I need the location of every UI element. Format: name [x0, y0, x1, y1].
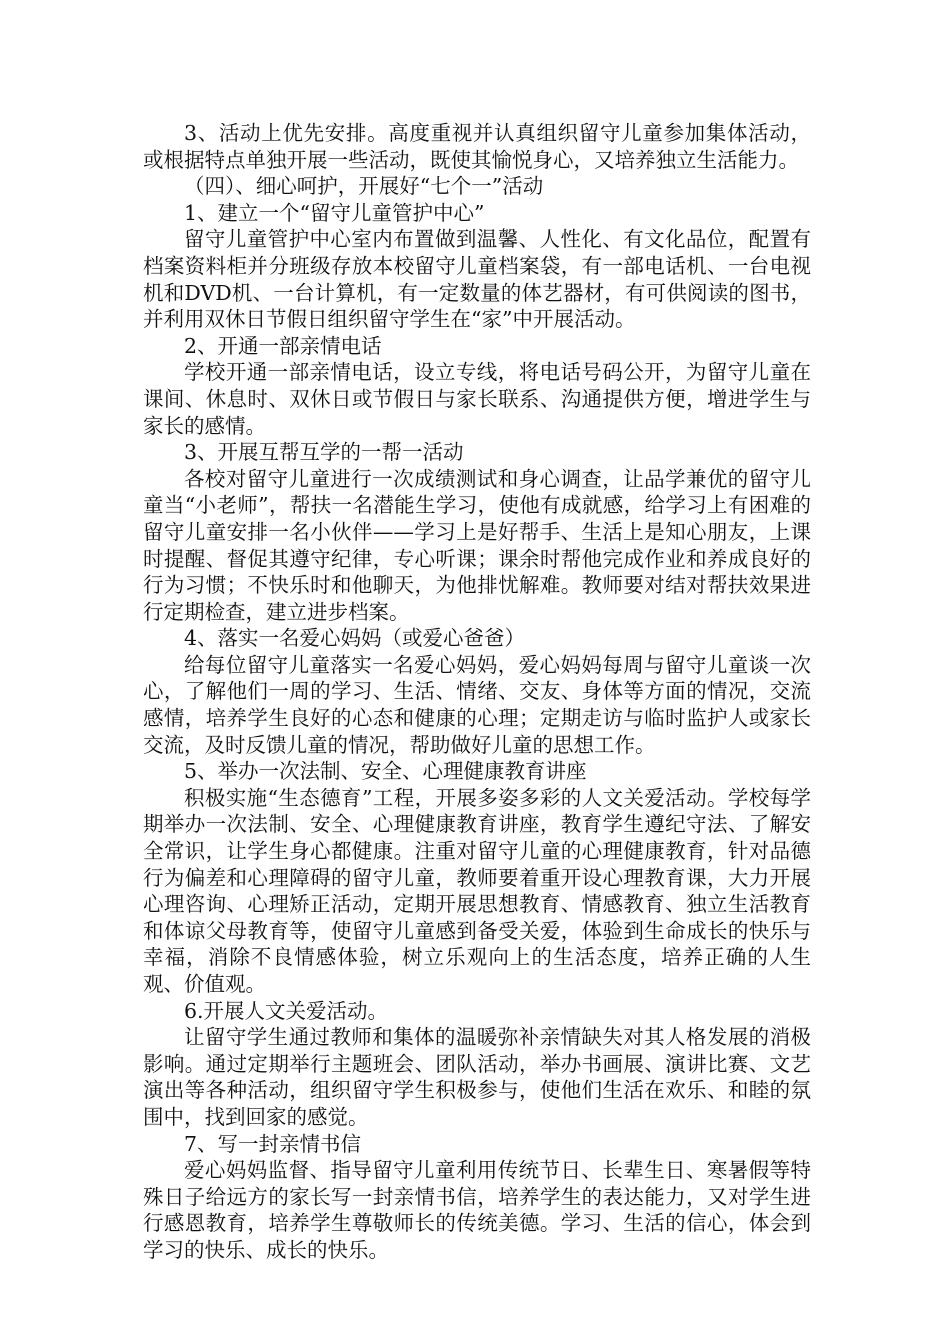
- paragraph-family-letter: 爱心妈妈监督、指导留守儿童利用传统节日、长辈生日、寒暑假等特殊日子给远方的家长写一封亲情书信，培养学生的表达能力，又对学生进行感恩教育，培养学生尊敬师长的传统美德。学习、生活的信心，体会到学习的快乐、成长的快乐。: [143, 1158, 811, 1262]
- subheading-humanistic-care: 6.开展人文关爱活动。: [184, 998, 389, 1023]
- subheading-family-letter: 7、写一封亲情书信: [184, 1131, 362, 1156]
- subheading-care-center: 1、建立一个“留守儿童管护中心”: [184, 200, 485, 225]
- subheading-family-phone: 2、开通一部亲情电话: [184, 333, 382, 358]
- document-body: [143, 120, 811, 1264]
- paragraph-lecture: 积极实施“生态德育”工程，开展多姿多彩的人文关爱活动。学校每学期举办一次法制、安全、心理健康教育讲座，教育学生遵纪守法、了解安全常识，让学生身心都健康。注重对留守儿童的心理健康教育，针对品德行为偏差和心理障碍的留守儿童，教师要着重开设心理教育课，大力开展心理咨询、心理矫正活动，定期开展思想教育、情感教育、独立生活教育和体谅父母教育等，使留守儿童感到备受关爱，体验到生命成长的快乐与幸福，消除不良情感体验，树立乐观向上的生活态度，培养正确的人生观、价值观。: [143, 785, 811, 996]
- section-heading-four: （四）、细心呵护，开展好“七个一”活动: [184, 174, 544, 199]
- subheading-lecture: 5、举办一次法制、安全、心理健康教育讲座: [184, 759, 587, 784]
- paragraph-activity-priority: 3、活动上优先安排。高度重视并认真组织留守儿童参加集体活动，或根据特点单独开展一些活动，既使其愉悦身心，又培养独立生活能力。: [143, 121, 811, 172]
- paragraph-humanistic-care: 让留守学生通过教师和集体的温暖弥补亲情缺失对其人格发展的消极影响。通过定期举行主题班会、团队活动，举办书画展、演讲比赛、文艺演出等各种活动，组织留守学生积极参与，使他们生活在欢乐、和睦的氛围中，找到回家的感觉。: [143, 1025, 811, 1129]
- subheading-mutual-help: 3、开展互帮互学的一帮一活动: [184, 440, 464, 465]
- paragraph-caring-mother: 给每位留守儿童落实一名爱心妈妈，爱心妈妈每周与留守儿童谈一次心，了解他们一周的学习、生活、情绪、交友、身体等方面的情况，交流感情，培养学生良好的心态和健康的心理；定期走访与临时监护人或家长交流，及时反馈儿童的情况，帮助做好儿童的思想工作。: [143, 652, 811, 757]
- paragraph-family-phone: 学校开通一部亲情电话，设立专线，将电话号码公开，为留守儿童在课间、休息时、双休日或节假日与家长联系、沟通提供方便，增进学生与家长的感情。: [143, 360, 811, 438]
- paragraph-mutual-help: 各校对留守儿童进行一次成绩测试和身心调查，让品学兼优的留守儿童当“小老师”，帮扶一名潜能生学习，使他有成就感，给学习上有困难的留守儿童安排一名小伙伴——学习上是好帮手、生活上是知心朋友，上课时提醒、督促其遵守纪律，专心听课；课余时帮他完成作业和养成良好的行为习惯；不快乐时和他聊天，为他排忧解难。教师要对结对帮扶效果进行定期检查，建立进步档案。: [143, 466, 811, 624]
- paragraph-care-center: 留守儿童管护中心室内布置做到温馨、人性化、有文化品位，配置有档案资料柜并分班级存放本校留守儿童档案袋，有一部电话机、一台电视机和DVD机、一台计算机，有一定数量的体艺器材，有可供阅读的图书，并利用双休日节假日组织留守学生在“家”中开展活动。: [143, 227, 811, 332]
- subheading-caring-mother: 4、落实一名爱心妈妈（或爱心爸爸）: [184, 626, 526, 651]
